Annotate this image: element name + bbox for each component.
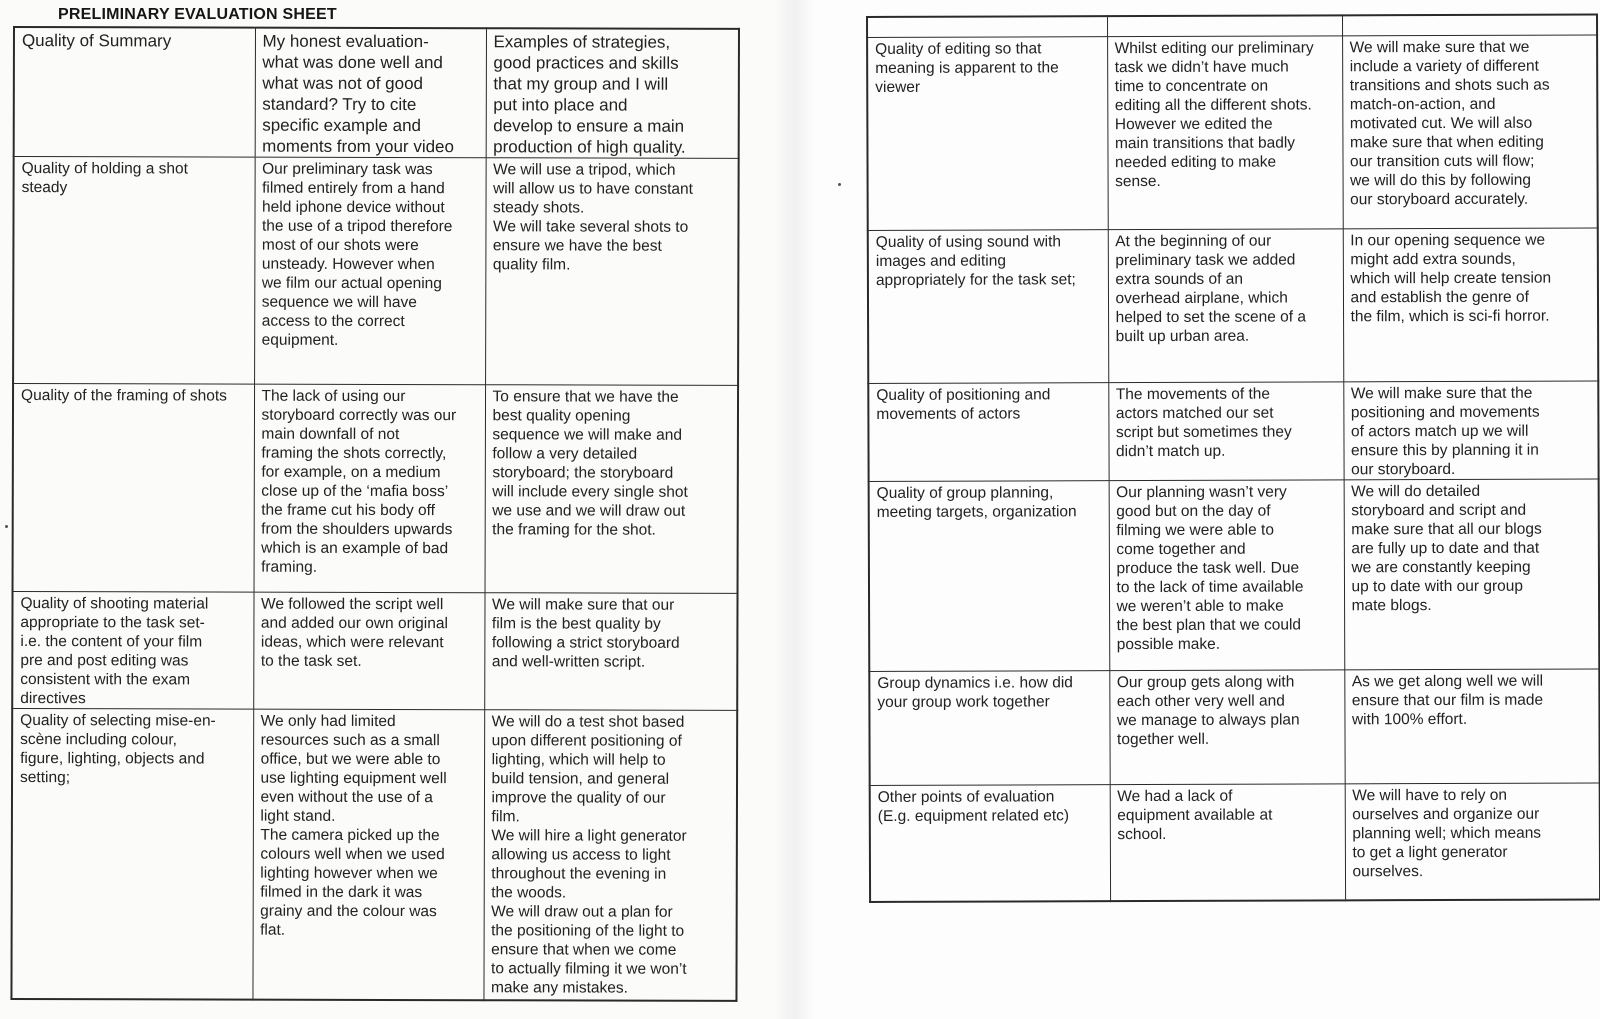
table-row <box>868 227 1599 383</box>
criterion-cell: Quality of group planning, meeting targets, organization <box>869 480 1110 671</box>
scan-speck <box>5 525 8 528</box>
evaluation-cell: At the beginning of our preliminary task we added extra sounds of an overhead airplane, which helped to set the scene of a built up urban area. <box>1108 228 1344 382</box>
table-row <box>867 34 1598 230</box>
strategy-cell: We will make sure that we include a variety of different transitions and shots such as match-on-action, and motivated cut. We will also make sure that when editing our transition cuts will flow; we will do this by following our storyboard accurately. <box>1342 34 1598 228</box>
criterion-cell: Group dynamics i.e. how did your group work together <box>869 670 1109 785</box>
blank-header-row <box>867 14 1597 37</box>
criterion-cell: Quality of using sound with images and editing appropriately for the task set; <box>868 229 1109 383</box>
evaluation-cell: Our planning wasn’t very good but on the day of filming we were able to come together and produce the task well. Due to the lack of time available we weren’t able to make the best plan that we could possible make. <box>1109 479 1345 670</box>
criterion-cell: Quality of the framing of shots <box>13 384 255 593</box>
table-row <box>870 782 1600 902</box>
strategy-cell: We will make sure that our film is the best quality by following a strict storyboard and well-written script. <box>484 593 737 711</box>
strategy-cell: As we get along well we will ensure that our film is made with 100% effort. <box>1344 668 1599 783</box>
evaluation-cell: We followed the script well and added our own original ideas, which were relevant to the task set. <box>253 592 484 710</box>
table-row <box>11 709 737 1001</box>
evaluation-cell: Our preliminary task was filmed entirely from a hand held iphone device without the use of a tripod therefore most of our shots were unsteady. However when we film our actual opening sequence we will have access to the correct equipment. <box>254 157 486 385</box>
page-fold-shadow <box>775 0 815 1019</box>
evaluation-cell: Our group gets along with each other very well and we manage to always plan together well. <box>1109 669 1344 784</box>
blank-cell <box>867 16 1107 37</box>
evaluation-cell: The movements of the actors matched our set script but sometimes they didn’t match up. <box>1108 381 1343 480</box>
strategy-cell: We will make sure that the positioning and movements of actors match up we will ensure this by planning it in our storyboard. <box>1343 380 1598 479</box>
strategy-cell: We will do detailed storyboard and script and make sure that all our blogs are fully up to date and that we are constantly keeping up to date with our group mate blogs. <box>1344 478 1600 669</box>
evaluation-cell: We had a lack of equipment available at school. <box>1110 783 1345 901</box>
table-row <box>12 592 737 711</box>
scan-speck <box>838 183 841 186</box>
table-row <box>868 380 1598 481</box>
table-row <box>13 157 739 386</box>
table-row <box>13 384 739 594</box>
table-row <box>869 668 1599 785</box>
strategy-cell: To ensure that we have the best quality opening sequence we will make and follow a very detailed storyboard; the storyboard will include every single shot we use and we will draw out the framing for the shot. <box>485 385 739 594</box>
header-strategies: Examples of strategies, good practices and skills that my group and I will put into place and develop to ensure a main production of high quality. <box>486 28 739 158</box>
criterion-cell: Quality of editing so that meaning is apparent to the viewer <box>867 36 1108 230</box>
evaluation-cell: We only had limited resources such as a small office, but we were able to use lighting equipment well even without the use of a light stand. The camera picked up the colours well when we used lighting however when we filmed in the dark it was grainy and the colour was flat. <box>252 709 484 1000</box>
strategy-cell: In our opening sequence we might add extra sounds, which will help create tension and establish the genre of the film, which is sci-fi horror. <box>1343 227 1599 381</box>
right-evaluation-table <box>866 13 1600 903</box>
table-row <box>869 478 1600 671</box>
criterion-cell: Quality of shooting material appropriate to the task set- i.e. the content of your film pre and post editing was consistent with the exam directives <box>12 592 253 710</box>
criterion-cell: Quality of holding a shot steady <box>13 157 255 385</box>
blank-cell <box>1107 15 1342 36</box>
header-honest-evaluation: My honest evaluation- what was done well and what was not of good standard? Try to cite specific example and moments from your video <box>255 28 486 158</box>
criterion-cell: Other points of evaluation (E.g. equipment related etc) <box>870 784 1110 902</box>
strategy-cell: We will do a test shot based upon different positioning of lighting, which will help to build tension, and general improve the quality of our film. We will hire a light generator allowing us access to light throughout the evening in the woods. We will draw out a plan for the positioning of the light to ensure that when we come to actually filming it we won’t make any mistakes. <box>483 710 737 1001</box>
left-evaluation-table <box>10 26 740 1001</box>
blank-cell <box>1342 14 1597 35</box>
strategy-cell: We will use a tripod, which will allow us to have constant steady shots. We will take several shots to ensure we have the best quality film. <box>485 158 739 386</box>
evaluation-cell: Whilst editing our preliminary task we didn’t have much time to concentrate on editing all the different shots. However we edited the main transitions that badly needed editing to make sense. <box>1107 35 1343 229</box>
header-quality-of-summary: Quality of Summary <box>14 27 255 157</box>
strategy-cell: We will have to rely on ourselves and organize our planning well; which means to get a light generator ourselves. <box>1345 782 1600 900</box>
evaluation-cell: The lack of using our storyboard correctly was our main downfall of not framing the shots correctly, for example, on a medium close up of the ‘mafia boss’ the frame cut his body off from the shoulders upwards which is an example of bad framing. <box>254 384 486 593</box>
criterion-cell: Quality of selecting mise-en- scène including colour, figure, lighting, objects and setting; <box>11 709 253 1000</box>
table-header-row <box>14 27 739 158</box>
sheet-title: PRELIMINARY EVALUATION SHEET <box>58 6 337 23</box>
criterion-cell: Quality of positioning and movements of actors <box>868 382 1108 481</box>
